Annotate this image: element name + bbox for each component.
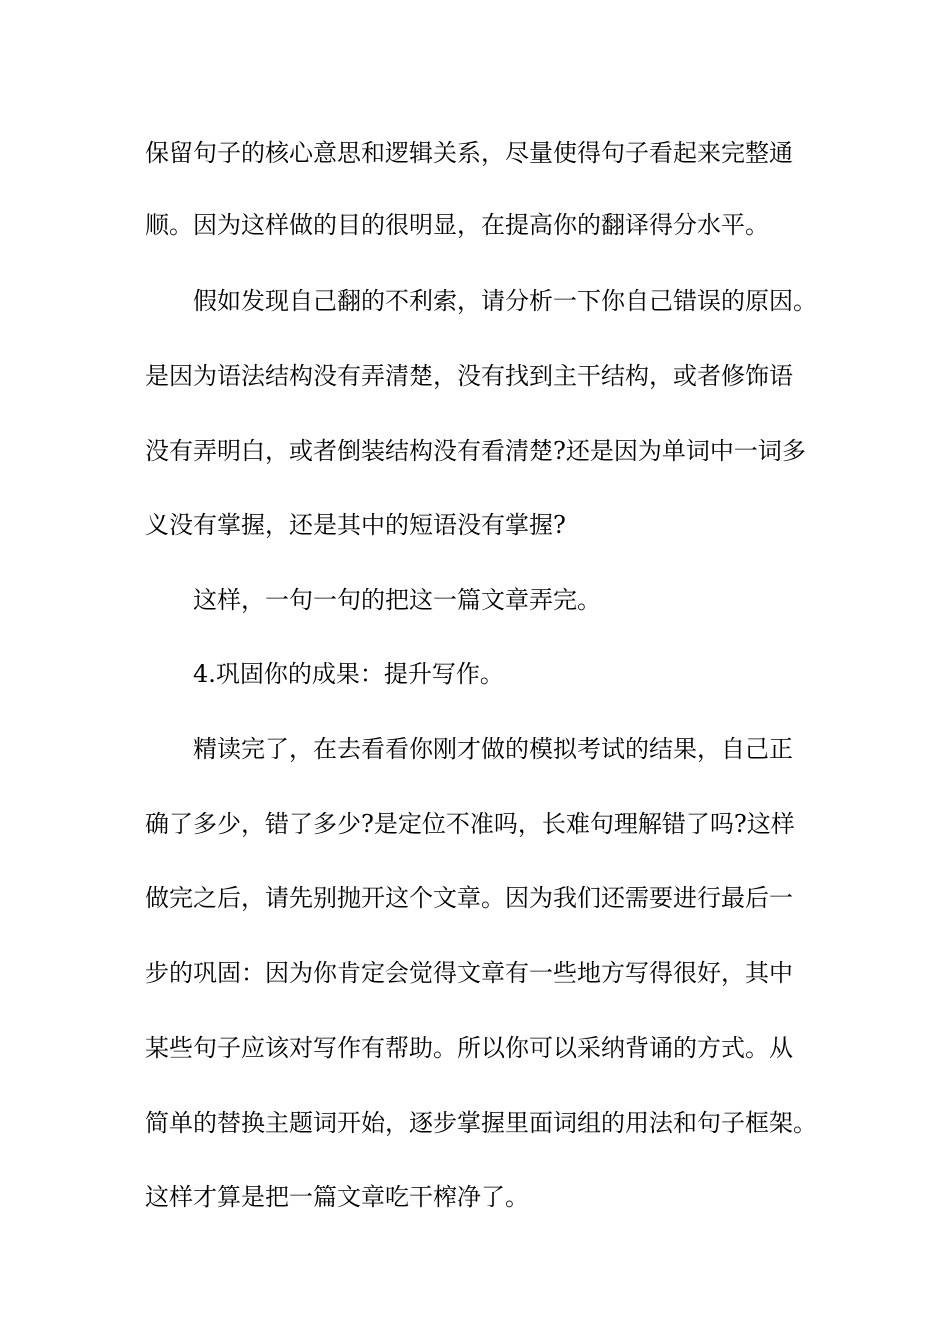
text-line: 顺。因为这样做的目的很明显，在提高你的翻译得分水平。 bbox=[145, 211, 769, 239]
text-line: 做完之后，请先别抛开这个文章。因为我们还需要进行最后一 bbox=[145, 884, 793, 912]
paragraph-start-line: 这样，一句一句的把这一篇文章弄完。 bbox=[193, 586, 601, 614]
paragraph-start-line: 精读完了，在去看看你刚才做的模拟考试的结果，自己正 bbox=[193, 735, 793, 763]
paragraph-start-line: 假如发现自己翻的不利索，请分析一下你自己错误的原因。 bbox=[193, 287, 817, 315]
section-heading: 4.巩固你的成果：提升写作。 bbox=[193, 660, 504, 688]
text-line: 步的巩固：因为你肯定会觉得文章有一些地方写得很好，其中 bbox=[145, 959, 793, 987]
text-line: 没有弄明白，或者倒装结构没有看清楚?还是因为单词中一词多 bbox=[145, 437, 806, 465]
text-line: 确了多少，错了多少?是定位不准吗，长难句理解错了吗?这样 bbox=[145, 810, 795, 838]
text-line: 简单的替换主题词开始，逐步掌握里面词组的用法和句子框架。 bbox=[145, 1109, 817, 1137]
text-line: 这样才算是把一篇文章吃干榨净了。 bbox=[145, 1183, 529, 1211]
text-line: 是因为语法结构没有弄清楚，没有找到主干结构，或者修饰语 bbox=[145, 362, 793, 390]
text-line: 义没有掌握，还是其中的短语没有掌握? bbox=[145, 511, 566, 539]
text-line: 保留句子的核心意思和逻辑关系，尽量使得句子看起来完整通 bbox=[145, 139, 793, 167]
text-line: 某些句子应该对写作有帮助。所以你可以采纳背诵的方式。从 bbox=[145, 1034, 793, 1062]
